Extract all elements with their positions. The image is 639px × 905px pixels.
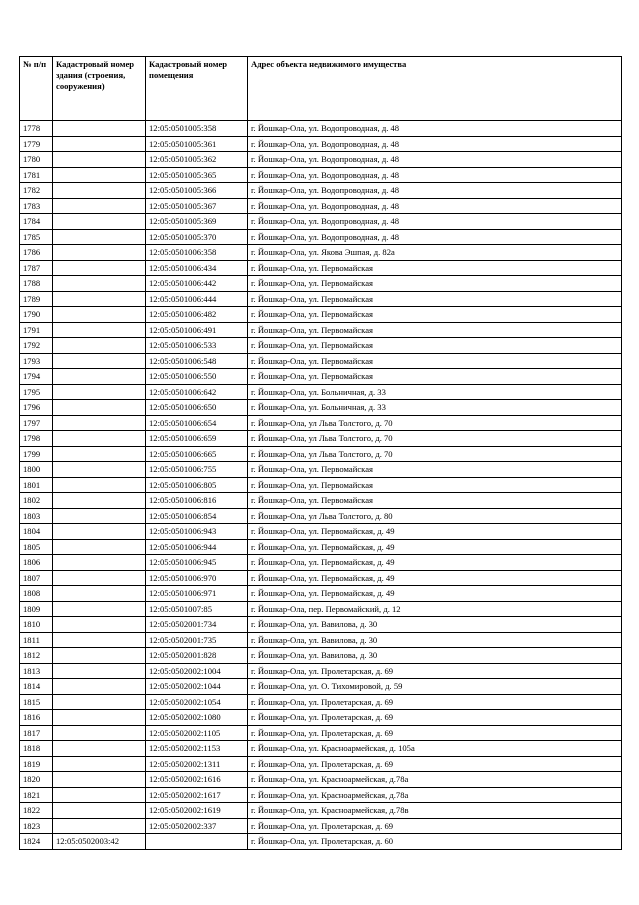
table-row (20, 431, 622, 447)
building-cadastral-cell (53, 307, 146, 323)
row-number-cell: 1823 (20, 818, 53, 834)
row-number-cell: 1786 (20, 245, 53, 261)
row-number-cell: 1818 (20, 741, 53, 757)
premises-cadastral-cell: 12:05:0501006:550 (146, 369, 248, 385)
premises-cadastral-cell: 12:05:0501007:85 (146, 601, 248, 617)
building-cadastral-cell (53, 508, 146, 524)
address-cell: г. Йошкар-Ола, ул. Водопроводная, д. 48 (248, 198, 622, 214)
premises-cadastral-cell: 12:05:0501006:943 (146, 524, 248, 540)
row-number-cell: 1799 (20, 446, 53, 462)
row-number-cell: 1804 (20, 524, 53, 540)
row-number-cell: 1800 (20, 462, 53, 478)
building-cadastral-cell (53, 679, 146, 695)
premises-cadastral-cell: 12:05:0502002:1004 (146, 663, 248, 679)
header-building-cadastral: Кадастровый номер здания (строения, сооружения) (53, 57, 146, 121)
address-cell: г. Йошкар-Ола, ул. Пролетарская, д. 69 (248, 725, 622, 741)
premises-cadastral-cell: 12:05:0502002:1619 (146, 803, 248, 819)
row-number-cell: 1780 (20, 152, 53, 168)
row-number-cell: 1807 (20, 570, 53, 586)
premises-cadastral-cell (146, 834, 248, 850)
address-cell: г. Йошкар-Ола, ул. Водопроводная, д. 48 (248, 121, 622, 137)
table-row (20, 245, 622, 261)
building-cadastral-cell (53, 229, 146, 245)
address-cell: г. Йошкар-Ола, ул. Больничная, д. 33 (248, 384, 622, 400)
building-cadastral-cell (53, 245, 146, 261)
address-cell: г. Йошкар-Ола, ул. Водопроводная, д. 48 (248, 229, 622, 245)
row-number-cell: 1811 (20, 632, 53, 648)
row-number-cell: 1822 (20, 803, 53, 819)
table-row (20, 508, 622, 524)
row-number-cell: 1788 (20, 276, 53, 292)
premises-cadastral-cell: 12:05:0501005:366 (146, 183, 248, 199)
building-cadastral-cell (53, 198, 146, 214)
building-cadastral-cell (53, 353, 146, 369)
premises-cadastral-cell: 12:05:0501006:491 (146, 322, 248, 338)
premises-cadastral-cell: 12:05:0501005:358 (146, 121, 248, 137)
table-row (20, 787, 622, 803)
building-cadastral-cell (53, 462, 146, 478)
premises-cadastral-cell: 12:05:0502002:1044 (146, 679, 248, 695)
building-cadastral-cell (53, 415, 146, 431)
row-number-cell: 1791 (20, 322, 53, 338)
table-row (20, 756, 622, 772)
building-cadastral-cell (53, 818, 146, 834)
building-cadastral-cell (53, 183, 146, 199)
header-premises-cadastral: Кадастровый номер помещения (146, 57, 248, 121)
row-number-cell: 1812 (20, 648, 53, 664)
building-cadastral-cell (53, 493, 146, 509)
table-row (20, 803, 622, 819)
building-cadastral-cell (53, 167, 146, 183)
table-row (20, 152, 622, 168)
row-number-cell: 1817 (20, 725, 53, 741)
table-body (20, 121, 622, 850)
premises-cadastral-cell: 12:05:0501005:370 (146, 229, 248, 245)
premises-cadastral-cell: 12:05:0501006:482 (146, 307, 248, 323)
row-number-cell: 1824 (20, 834, 53, 850)
building-cadastral-cell (53, 663, 146, 679)
row-number-cell: 1803 (20, 508, 53, 524)
building-cadastral-cell (53, 756, 146, 772)
premises-cadastral-cell: 12:05:0502002:1105 (146, 725, 248, 741)
row-number-cell: 1814 (20, 679, 53, 695)
table-row (20, 214, 622, 230)
building-cadastral-cell (53, 539, 146, 555)
table-header (20, 57, 622, 121)
premises-cadastral-cell: 12:05:0501006:854 (146, 508, 248, 524)
premises-cadastral-cell: 12:05:0501006:442 (146, 276, 248, 292)
table-row (20, 539, 622, 555)
address-cell: г. Йошкар-Ола, ул. Первомайская (248, 477, 622, 493)
premises-cadastral-cell: 12:05:0502002:1311 (146, 756, 248, 772)
premises-cadastral-cell: 12:05:0501006:654 (146, 415, 248, 431)
address-cell: г. Йошкар-Ола, ул. Первомайская (248, 462, 622, 478)
premises-cadastral-cell: 12:05:0502002:1054 (146, 694, 248, 710)
address-cell: г. Йошкар-Ола, ул. Первомайская, д. 49 (248, 524, 622, 540)
building-cadastral-cell (53, 710, 146, 726)
building-cadastral-cell (53, 276, 146, 292)
building-cadastral-cell (53, 136, 146, 152)
building-cadastral-cell (53, 648, 146, 664)
address-cell: г. Йошкар-Ола, ул. Водопроводная, д. 48 (248, 183, 622, 199)
row-number-cell: 1820 (20, 772, 53, 788)
address-cell: г. Йошкар-Ола, ул. Первомайская (248, 493, 622, 509)
building-cadastral-cell (53, 477, 146, 493)
table-row (20, 555, 622, 571)
table-row (20, 229, 622, 245)
building-cadastral-cell (53, 694, 146, 710)
building-cadastral-cell (53, 214, 146, 230)
premises-cadastral-cell: 12:05:0501006:642 (146, 384, 248, 400)
table-row (20, 384, 622, 400)
address-cell: г. Йошкар-Ола, пер. Первомайский, д. 12 (248, 601, 622, 617)
row-number-cell: 1810 (20, 617, 53, 633)
row-number-cell: 1808 (20, 586, 53, 602)
table-row (20, 198, 622, 214)
premises-cadastral-cell: 12:05:0501005:362 (146, 152, 248, 168)
premises-cadastral-cell: 12:05:0501006:358 (146, 245, 248, 261)
header-row (20, 57, 622, 121)
premises-cadastral-cell: 12:05:0502001:734 (146, 617, 248, 633)
table-row (20, 167, 622, 183)
row-number-cell: 1813 (20, 663, 53, 679)
table-row (20, 741, 622, 757)
address-cell: г. Йошкар-Ола, ул Льва Толстого, д. 80 (248, 508, 622, 524)
row-number-cell: 1802 (20, 493, 53, 509)
table-row (20, 415, 622, 431)
address-cell: г. Йошкар-Ола, ул. О. Тихомировой, д. 59 (248, 679, 622, 695)
table-row (20, 446, 622, 462)
premises-cadastral-cell: 12:05:0502002:1616 (146, 772, 248, 788)
row-number-cell: 1819 (20, 756, 53, 772)
table-row (20, 772, 622, 788)
row-number-cell: 1815 (20, 694, 53, 710)
row-number-cell: 1784 (20, 214, 53, 230)
address-cell: г. Йошкар-Ола, ул. Пролетарская, д. 60 (248, 834, 622, 850)
row-number-cell: 1781 (20, 167, 53, 183)
table-row (20, 663, 622, 679)
premises-cadastral-cell: 12:05:0501006:970 (146, 570, 248, 586)
address-cell: г. Йошкар-Ола, ул. Первомайская, д. 49 (248, 555, 622, 571)
row-number-cell: 1816 (20, 710, 53, 726)
row-number-cell: 1798 (20, 431, 53, 447)
address-cell: г. Йошкар-Ола, ул. Красноармейская, д.78а (248, 772, 622, 788)
premises-cadastral-cell: 12:05:0501006:548 (146, 353, 248, 369)
building-cadastral-cell (53, 772, 146, 788)
address-cell: г. Йошкар-Ола, ул. Якова Эшпая, д. 82а (248, 245, 622, 261)
premises-cadastral-cell: 12:05:0501005:361 (146, 136, 248, 152)
premises-cadastral-cell: 12:05:0502001:735 (146, 632, 248, 648)
table-row (20, 725, 622, 741)
premises-cadastral-cell: 12:05:0501006:971 (146, 586, 248, 602)
premises-cadastral-cell: 12:05:0501006:665 (146, 446, 248, 462)
table-row (20, 477, 622, 493)
row-number-cell: 1801 (20, 477, 53, 493)
table-row (20, 818, 622, 834)
address-cell: г. Йошкар-Ола, ул Льва Толстого, д. 70 (248, 431, 622, 447)
table-row (20, 586, 622, 602)
header-row-number: № п/п (20, 57, 53, 121)
table-row (20, 462, 622, 478)
building-cadastral-cell (53, 524, 146, 540)
building-cadastral-cell (53, 725, 146, 741)
address-cell: г. Йошкар-Ола, ул. Водопроводная, д. 48 (248, 152, 622, 168)
premises-cadastral-cell: 12:05:0501006:945 (146, 555, 248, 571)
address-cell: г. Йошкар-Ола, ул. Первомайская (248, 369, 622, 385)
building-cadastral-cell (53, 121, 146, 137)
address-cell: г. Йошкар-Ола, ул. Красноармейская, д.78в (248, 803, 622, 819)
table-row (20, 291, 622, 307)
address-cell: г. Йошкар-Ола, ул. Водопроводная, д. 48 (248, 136, 622, 152)
building-cadastral-cell (53, 431, 146, 447)
row-number-cell: 1787 (20, 260, 53, 276)
building-cadastral-cell (53, 741, 146, 757)
address-cell: г. Йошкар-Ола, ул Льва Толстого, д. 70 (248, 415, 622, 431)
building-cadastral-cell (53, 152, 146, 168)
building-cadastral-cell (53, 338, 146, 354)
row-number-cell: 1805 (20, 539, 53, 555)
address-cell: г. Йошкар-Ола, ул. Водопроводная, д. 48 (248, 167, 622, 183)
table-row (20, 648, 622, 664)
address-cell: г. Йошкар-Ола, ул. Пролетарская, д. 69 (248, 694, 622, 710)
building-cadastral-cell (53, 586, 146, 602)
table-row (20, 493, 622, 509)
address-cell: г. Йошкар-Ола, ул. Больничная, д. 33 (248, 400, 622, 416)
address-cell: г. Йошкар-Ола, ул. Первомайская (248, 291, 622, 307)
table-row (20, 338, 622, 354)
address-cell: г. Йошкар-Ола, ул. Вавилова, д. 30 (248, 648, 622, 664)
premises-cadastral-cell: 12:05:0501006:434 (146, 260, 248, 276)
address-cell: г. Йошкар-Ола, ул. Первомайская (248, 338, 622, 354)
building-cadastral-cell (53, 446, 146, 462)
row-number-cell: 1789 (20, 291, 53, 307)
table-row (20, 260, 622, 276)
row-number-cell: 1783 (20, 198, 53, 214)
row-number-cell: 1796 (20, 400, 53, 416)
address-cell: г. Йошкар-Ола, ул. Первомайская (248, 307, 622, 323)
premises-cadastral-cell: 12:05:0501006:444 (146, 291, 248, 307)
building-cadastral-cell (53, 291, 146, 307)
building-cadastral-cell (53, 384, 146, 400)
table-row (20, 679, 622, 695)
table-row (20, 710, 622, 726)
address-cell: г. Йошкар-Ола, ул. Первомайская, д. 49 (248, 586, 622, 602)
row-number-cell: 1809 (20, 601, 53, 617)
address-cell: г. Йошкар-Ола, ул. Первомайская, д. 49 (248, 539, 622, 555)
premises-cadastral-cell: 12:05:0502002:1617 (146, 787, 248, 803)
table-row (20, 136, 622, 152)
address-cell: г. Йошкар-Ола, ул. Пролетарская, д. 69 (248, 756, 622, 772)
row-number-cell: 1797 (20, 415, 53, 431)
address-cell: г. Йошкар-Ола, ул. Вавилова, д. 30 (248, 632, 622, 648)
address-cell: г. Йошкар-Ола, ул. Пролетарская, д. 69 (248, 818, 622, 834)
table-row (20, 617, 622, 633)
table-row (20, 524, 622, 540)
table-row (20, 322, 622, 338)
building-cadastral-cell (53, 570, 146, 586)
row-number-cell: 1779 (20, 136, 53, 152)
building-cadastral-cell (53, 787, 146, 803)
header-address: Адрес объекта недвижимого имущества (248, 57, 622, 121)
address-cell: г. Йошкар-Ола, ул. Пролетарская, д. 69 (248, 710, 622, 726)
building-cadastral-cell (53, 260, 146, 276)
address-cell: г. Йошкар-Ола, ул. Первомайская (248, 322, 622, 338)
building-cadastral-cell: 12:05:0502003:42 (53, 834, 146, 850)
row-number-cell: 1821 (20, 787, 53, 803)
premises-cadastral-cell: 12:05:0502002:337 (146, 818, 248, 834)
premises-cadastral-cell: 12:05:0502002:1153 (146, 741, 248, 757)
row-number-cell: 1790 (20, 307, 53, 323)
address-cell: г. Йошкар-Ола, ул. Первомайская, д. 49 (248, 570, 622, 586)
premises-cadastral-cell: 12:05:0501006:816 (146, 493, 248, 509)
building-cadastral-cell (53, 803, 146, 819)
building-cadastral-cell (53, 601, 146, 617)
row-number-cell: 1795 (20, 384, 53, 400)
address-cell: г. Йошкар-Ола, ул. Первомайская (248, 276, 622, 292)
row-number-cell: 1792 (20, 338, 53, 354)
address-cell: г. Йошкар-Ола, ул. Первомайская (248, 260, 622, 276)
premises-cadastral-cell: 12:05:0501006:533 (146, 338, 248, 354)
table-row (20, 369, 622, 385)
building-cadastral-cell (53, 617, 146, 633)
address-cell: г. Йошкар-Ола, ул. Первомайская (248, 353, 622, 369)
table-row (20, 601, 622, 617)
row-number-cell: 1806 (20, 555, 53, 571)
address-cell: г. Йошкар-Ола, ул. Пролетарская, д. 69 (248, 663, 622, 679)
premises-cadastral-cell: 12:05:0501006:755 (146, 462, 248, 478)
registry-table (19, 56, 622, 850)
building-cadastral-cell (53, 400, 146, 416)
table-row (20, 121, 622, 137)
row-number-cell: 1782 (20, 183, 53, 199)
table-row (20, 183, 622, 199)
premises-cadastral-cell: 12:05:0501006:659 (146, 431, 248, 447)
table-row (20, 834, 622, 850)
row-number-cell: 1778 (20, 121, 53, 137)
address-cell: г. Йошкар-Ола, ул Льва Толстого, д. 70 (248, 446, 622, 462)
address-cell: г. Йошкар-Ола, ул. Красноармейская, д. 105а (248, 741, 622, 757)
table-row (20, 570, 622, 586)
table-row (20, 694, 622, 710)
building-cadastral-cell (53, 632, 146, 648)
premises-cadastral-cell: 12:05:0501006:805 (146, 477, 248, 493)
table-row (20, 400, 622, 416)
table-row (20, 307, 622, 323)
address-cell: г. Йошкар-Ола, ул. Водопроводная, д. 48 (248, 214, 622, 230)
address-cell: г. Йошкар-Ола, ул. Вавилова, д. 30 (248, 617, 622, 633)
address-cell: г. Йошкар-Ола, ул. Красноармейская, д.78а (248, 787, 622, 803)
premises-cadastral-cell: 12:05:0501005:365 (146, 167, 248, 183)
premises-cadastral-cell: 12:05:0501005:367 (146, 198, 248, 214)
premises-cadastral-cell: 12:05:0501006:650 (146, 400, 248, 416)
building-cadastral-cell (53, 369, 146, 385)
premises-cadastral-cell: 12:05:0501005:369 (146, 214, 248, 230)
premises-cadastral-cell: 12:05:0501006:944 (146, 539, 248, 555)
building-cadastral-cell (53, 322, 146, 338)
row-number-cell: 1793 (20, 353, 53, 369)
row-number-cell: 1794 (20, 369, 53, 385)
premises-cadastral-cell: 12:05:0502002:1080 (146, 710, 248, 726)
building-cadastral-cell (53, 555, 146, 571)
premises-cadastral-cell: 12:05:0502001:828 (146, 648, 248, 664)
table-row (20, 632, 622, 648)
table-row (20, 276, 622, 292)
row-number-cell: 1785 (20, 229, 53, 245)
table-row (20, 353, 622, 369)
